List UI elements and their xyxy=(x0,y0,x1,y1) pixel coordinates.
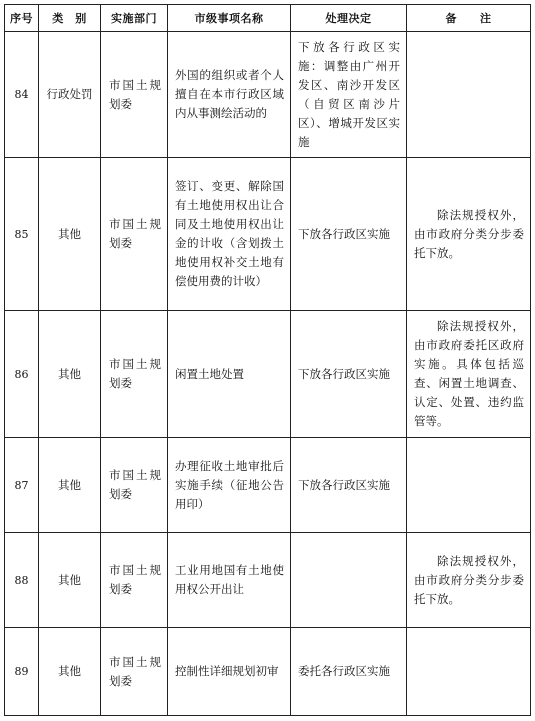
table-row xyxy=(5,628,531,716)
cell-department-text: 市国土规划委 xyxy=(109,468,161,501)
cell-category: 其他 xyxy=(39,311,101,438)
cell-seq: 89 xyxy=(5,628,39,716)
cell-department-text: 市国土规划委 xyxy=(109,654,161,688)
cell-category: 其他 xyxy=(39,438,101,533)
cell-item-text: 外国的组织或者个人擅自在本市行政区域内从事测绘活动的 xyxy=(175,68,284,120)
cell-note-text xyxy=(407,93,530,97)
cell-category: 其他 xyxy=(39,628,101,716)
cell-decision xyxy=(291,533,407,628)
cell-department xyxy=(101,32,168,158)
table-row xyxy=(5,438,531,533)
cell-category: 其他 xyxy=(39,158,101,311)
table-row xyxy=(5,311,531,438)
cell-decision xyxy=(291,311,407,438)
cell-item-text: 签订、变更、解除国有土地使用权出让合同及土地使用权出让金的计收（含划拨土地使用权补交土地有偿使用费的计收） xyxy=(175,179,284,288)
matters-table xyxy=(4,4,531,716)
cell-item xyxy=(168,438,291,533)
cell-note xyxy=(407,438,531,533)
cell-note xyxy=(407,533,531,628)
table-row xyxy=(5,533,531,628)
cell-decision-text: 下放各行政区实施 xyxy=(298,477,390,492)
header-category: 类 别 xyxy=(39,5,101,32)
cell-item xyxy=(168,311,291,438)
cell-decision xyxy=(291,32,407,158)
cell-note-text xyxy=(407,670,530,674)
cell-note xyxy=(407,311,531,438)
cell-item-text: 工业用地国有土地使用权公开出让 xyxy=(175,563,284,596)
cell-department xyxy=(101,628,168,716)
cell-department xyxy=(101,533,168,628)
cell-department xyxy=(101,311,168,438)
table-row xyxy=(5,158,531,311)
header-decision: 处理决定 xyxy=(291,5,407,32)
cell-decision xyxy=(291,158,407,311)
cell-seq: 84 xyxy=(5,32,39,158)
header-seq: 序号 xyxy=(5,5,39,32)
cell-department xyxy=(101,438,168,533)
cell-department xyxy=(101,158,168,311)
cell-decision-text: 下放各行政区实施 xyxy=(298,366,390,381)
cell-note xyxy=(407,158,531,311)
cell-item xyxy=(168,533,291,628)
table-header-row xyxy=(5,5,531,32)
cell-item-text: 控制性详细规划初审 xyxy=(175,664,279,678)
cell-item-text: 办理征收土地审批后实施手续（征地公告用印） xyxy=(175,458,284,511)
cell-decision-text: 下放各行政区实施：调整由广州开发区、南沙开发区（自贸区南沙片区）、增城开发区实施 xyxy=(298,39,400,149)
table-row xyxy=(5,32,531,158)
cell-seq: 86 xyxy=(5,311,39,438)
cell-note-text: 除法规授权外，由市政府分类分步委托下放。 xyxy=(414,553,524,606)
cell-decision-text: 下放各行政区实施 xyxy=(298,226,390,241)
cell-seq: 88 xyxy=(5,533,39,628)
cell-note xyxy=(407,32,531,158)
cell-decision-text: 委托各行政区实施 xyxy=(298,664,390,678)
cell-seq: 85 xyxy=(5,158,39,311)
cell-note xyxy=(407,628,531,716)
cell-department-text: 市国土规划委 xyxy=(109,357,161,390)
cell-category: 其他 xyxy=(39,533,101,628)
cell-department-text: 市国土规划委 xyxy=(109,77,161,111)
cell-decision-text xyxy=(291,578,406,582)
header-item: 市级事项名称 xyxy=(168,5,291,32)
cell-note-text: 除法规授权外，由市政府委托区政府实施。具体包括巡查、闲置土地调查、认定、处置、违约监管等。 xyxy=(414,319,524,428)
cell-decision xyxy=(291,438,407,533)
cell-department-text: 市国土规划委 xyxy=(109,563,161,596)
cell-category: 行政处罚 xyxy=(39,32,101,158)
cell-decision xyxy=(291,628,407,716)
header-department: 实施部门 xyxy=(101,5,168,32)
header-note: 备 注 xyxy=(407,5,531,32)
cell-item xyxy=(168,32,291,158)
cell-note-text: 除法规授权外，由市政府分类分步委托下放。 xyxy=(414,207,524,260)
cell-department-text: 市国土规划委 xyxy=(109,217,161,250)
cell-item xyxy=(168,628,291,716)
cell-item-text: 闲置土地处置 xyxy=(175,366,244,381)
document-page xyxy=(4,4,530,716)
cell-seq: 87 xyxy=(5,438,39,533)
cell-item xyxy=(168,158,291,311)
cell-note-text xyxy=(407,483,530,487)
